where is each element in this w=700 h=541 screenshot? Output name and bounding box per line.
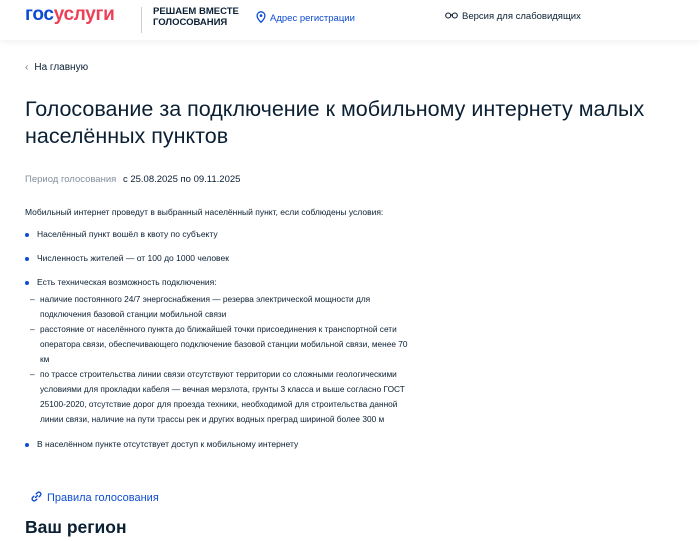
glasses-icon <box>445 11 462 22</box>
low-vision-label: Версия для слабовидящих <box>462 11 581 22</box>
condition-no-mobile-internet <box>25 439 415 450</box>
condition-population <box>25 253 415 264</box>
location-pin-icon <box>256 11 270 26</box>
condition-text: Есть техническая возможность подключения: <box>37 277 217 287</box>
link-icon <box>31 491 47 505</box>
back-to-main-link[interactable] <box>25 62 88 73</box>
voting-period-label: Период голосования <box>25 174 117 185</box>
low-vision-version-link[interactable] <box>445 11 581 22</box>
page-title: Голосование за подключение к мобильному интернету малых населённых пунктов <box>25 97 645 148</box>
conditions-list <box>25 229 415 450</box>
subcondition-terrain: – по трассе строительства линии связи отсутствуют территории со сложными геологическими условиями для прокладки кабеля — вечная мерзлота, грунты 3 класса и выше согласно ГОСТ 25100-2020, отсутствие дорог для проезда техники, необходимой для строительства данной линии связи, наличие на пути трассы рек и других водных преград шириной более 300 м <box>30 367 415 427</box>
logo-text-uslugi: услуги <box>53 4 115 25</box>
condition-text: Населённый пункт вошёл в квоту по субъекту <box>37 229 218 239</box>
voting-rules-label: Правила голосования <box>47 492 159 504</box>
registration-address-label: Адрес регистрации <box>270 13 355 24</box>
chevron-left-icon: ‹ <box>25 62 29 73</box>
condition-text: В населённом пункте отсутствует доступ к мобильному интернету <box>37 439 299 449</box>
condition-quota <box>25 229 415 240</box>
logo-text-gos: гос <box>25 4 54 25</box>
technical-subconditions-list <box>37 292 415 427</box>
gosuslugi-logo[interactable] <box>25 4 115 26</box>
subcondition-distance: – расстояние от населённого пункта до ближайшей точки присоединения к транспортной сети оператора связи, обеспечивающего подключение базовой станции мобильной связи, менее 70 км <box>30 322 415 367</box>
voting-period <box>25 174 240 185</box>
subcondition-power: – наличие постоянного 24/7 энергоснабжения — резерва электрической мощности для подключения базовой станции мобильной связи <box>30 292 415 322</box>
back-link-label: На главную <box>34 62 89 73</box>
header-slogan: РЕШАЕМ ВМЕСТЕ ГОЛОСОВАНИЯ <box>153 6 239 28</box>
registration-address-link[interactable] <box>256 11 355 26</box>
logo-divider <box>141 7 142 33</box>
voting-rules-link[interactable] <box>31 491 159 505</box>
condition-text: Численность жителей — от 100 до 1000 человек <box>37 253 229 263</box>
voting-period-value: с 25.08.2025 по 09.11.2025 <box>122 174 241 185</box>
condition-technical <box>25 277 415 427</box>
site-header <box>0 0 700 40</box>
your-region-heading: Ваш регион <box>25 517 127 537</box>
conditions-intro: Мобильный интернет проведут в выбранный населённый пункт, если соблюдены условия: <box>25 207 384 217</box>
